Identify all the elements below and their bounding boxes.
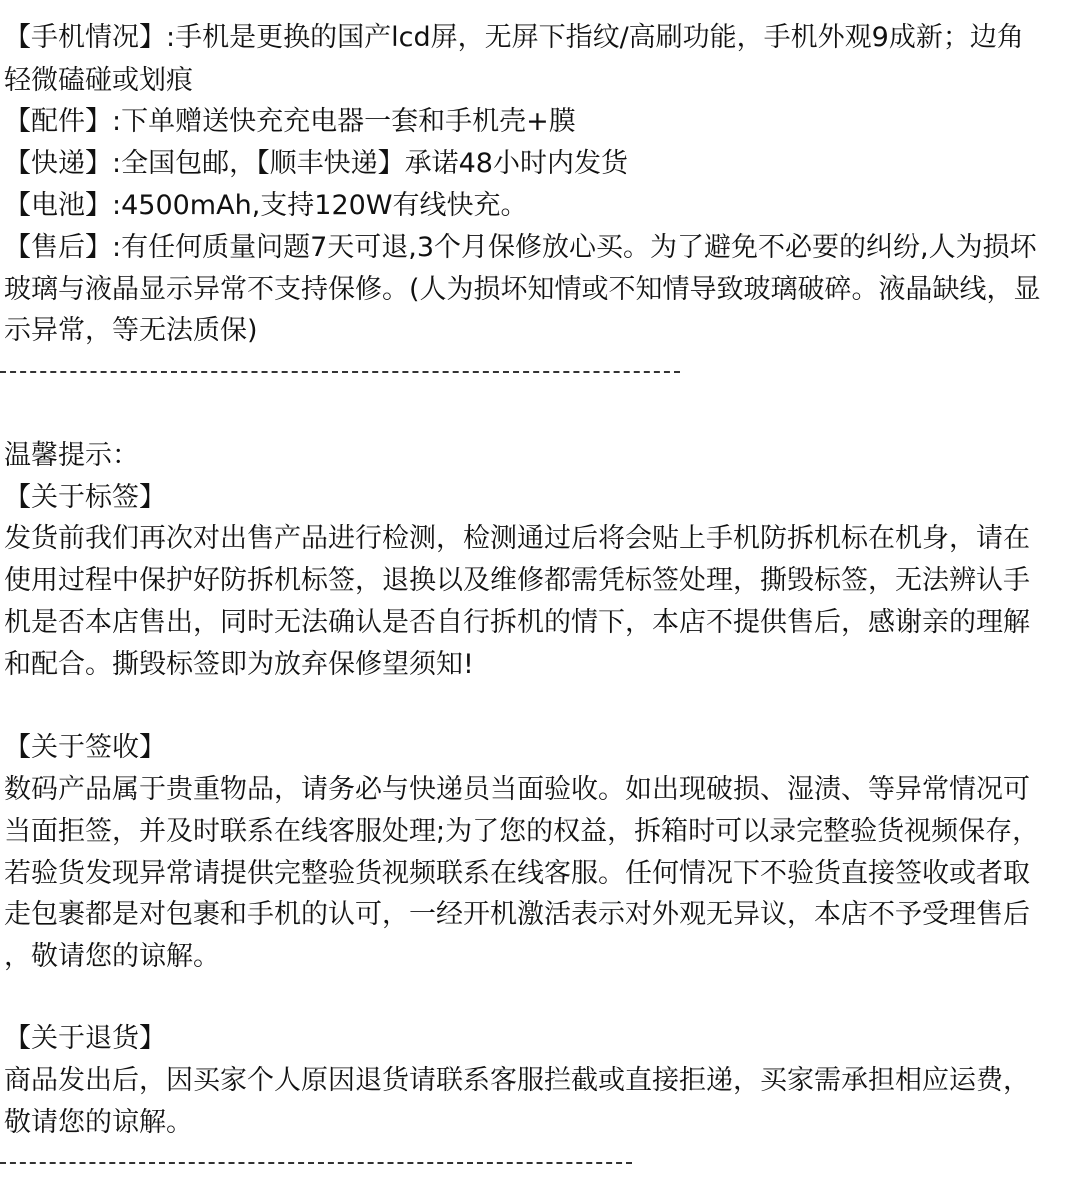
about-return-heading: 【关于退货】 <box>4 1023 166 1054</box>
about-receipt-line-3: 若验货发现异常请提供完整验货视频联系在线客服。任何情况下不验货直接签收或者取 <box>4 858 1030 889</box>
dashed-separator-top <box>0 371 680 373</box>
about-receipt-line-5: ，敬请您的谅解。 <box>4 941 220 972</box>
about-receipt-line-2: 当面拒签，并及时联系在线客服处理;为了您的权益，拆箱时可以录完整验货视频保存， <box>4 816 1040 847</box>
about-label-line-4: 和配合。撕毁标签即为放弃保修望须知! <box>4 649 474 680</box>
accessories-line: 【配件】:下单赠送快充充电器一套和手机壳+膜 <box>4 106 576 137</box>
about-return-line-2: 敬请您的谅解。 <box>4 1107 193 1138</box>
phone-condition-line-1: 【手机情况】:手机是更换的国产lcd屏，无屏下指纹/高刷功能，手机外观9成新；边角 <box>4 22 1024 53</box>
about-receipt-line-4: 走包裹都是对包裹和手机的认可，一经开机激活表示对外观无异议，本店不予受理售后 <box>4 899 1030 930</box>
about-label-line-3: 机是否本店售出，同时无法确认是否自行拆机的情下，本店不提供售后，感谢亲的理解 <box>4 607 1030 638</box>
about-label-line-1: 发货前我们再次对出售产品进行检测，检测通过后将会贴上手机防拆机标在机身，请在 <box>4 523 1030 554</box>
battery-line: 【电池】:4500mAh,支持120W有线快充。 <box>4 190 528 221</box>
after-sales-line-3: 示异常，等无法质保) <box>4 315 258 346</box>
after-sales-line-1: 【售后】:有任何质量问题7天可退,3个月保修放心买。为了避免不必要的纠纷,人为损坏 <box>4 232 1037 263</box>
about-receipt-heading: 【关于签收】 <box>4 732 166 763</box>
phone-condition-line-2: 轻微磕碰或划痕 <box>4 65 193 96</box>
after-sales-line-2: 玻璃与液晶显示异常不支持保修。(人为损坏知情或不知情导致玻璃破碎。液晶缺线，显 <box>4 274 1041 305</box>
about-label-line-2: 使用过程中保护好防拆机标签，退换以及维修都需凭标签处理，撕毁标签，无法辨认手 <box>4 565 1030 596</box>
about-return-line-1: 商品发出后，因买家个人原因退货请联系客服拦截或直接拒递，买家需承担相应运费， <box>4 1065 1030 1096</box>
warm-tips-heading: 温馨提示： <box>4 440 139 471</box>
about-label-heading: 【关于标签】 <box>4 482 166 513</box>
shipping-line: 【快递】:全国包邮，【顺丰快递】承诺48小时内发货 <box>4 148 628 179</box>
about-receipt-line-1: 数码产品属于贵重物品，请务必与快递员当面验收。如出现破损、湿渍、等异常情况可 <box>4 774 1030 805</box>
dashed-separator-bottom <box>0 1162 632 1164</box>
